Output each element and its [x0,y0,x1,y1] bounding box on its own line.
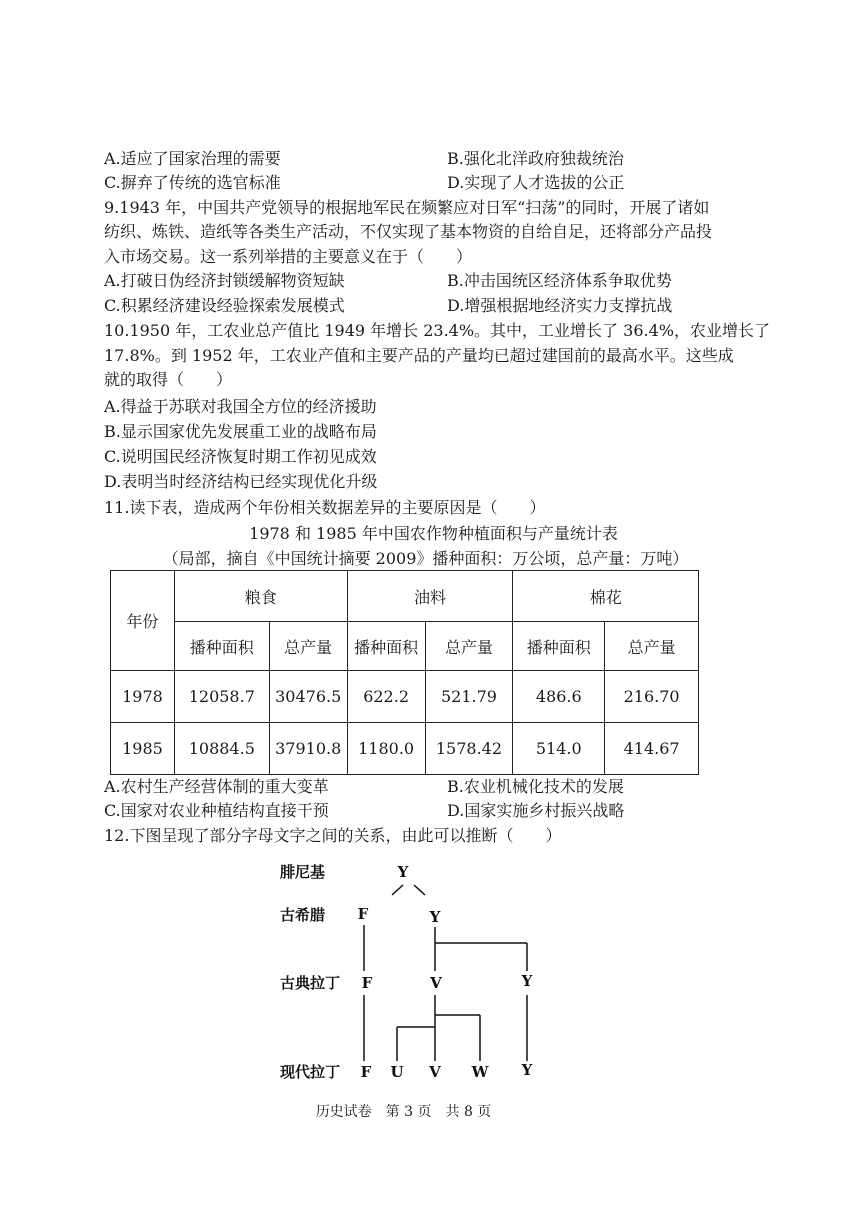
table-cell: 521.79 [425,671,513,723]
table-cell: 37910.8 [269,723,347,775]
row-label-greek: 古希腊 [280,906,326,924]
q9-option-a: A.打破日伪经济封锁缓解物资短缺 [104,271,345,290]
table-cell: 1180.0 [347,723,425,775]
q10-option-a: A.得益于苏联对我国全方位的经济援助 [104,397,377,416]
sub-header: 总产量 [425,622,513,671]
table-cell: 216.70 [605,671,699,723]
row-label-modern-latin: 现代拉丁 [280,1063,341,1081]
sub-header: 总产量 [269,622,347,671]
table-subtitle: （局部，摘自《中国统计摘要 2009》播种面积：万公顷，总产量：万吨） [162,549,689,568]
diagram-connector-lines [361,885,527,1061]
letter-classical-f: F [361,974,373,992]
sub-header: 播种面积 [513,622,605,671]
letter-modern-y: Y [521,1061,533,1079]
year-header: 年份 [111,571,175,671]
letter-modern-f: F [360,1063,372,1081]
q10-stem-line3: 就的取得（ ） [104,370,233,389]
table-row [111,723,699,775]
table-cell: 30476.5 [269,671,347,723]
letter-classical-v: V [430,974,442,992]
group-header-grain: 粮食 [174,571,347,622]
q9-stem-line2: 纺织、炼铁、造纸等各类生产活动，不仅实现了基本物资的自给自足，还将部分产品投 [104,222,713,241]
table-cell: 10884.5 [174,723,269,775]
q8-option-c: C.摒弃了传统的选官标准 [104,173,281,192]
q11-option-d: D.国家实施乡村振兴战略 [447,801,625,820]
table-cell: 622.2 [347,671,425,723]
q11-option-b: B.农业机械化技术的发展 [447,777,624,796]
q9-stem-line1: 9.1943 年，中国共产党领导的根据地军民在频繁应对日军“扫荡”的同时，开展了诸如 [104,198,710,217]
table-cell: 414.67 [605,723,699,775]
sub-header: 播种面积 [174,622,269,671]
row-year: 1985 [111,723,175,775]
letter-modern-w: W [471,1063,489,1081]
table-row [111,671,699,723]
row-label-classical-latin: 古典拉丁 [280,974,341,992]
letter-modern-u: U [390,1063,404,1081]
letter-phoenician-y: Y [397,863,409,881]
table-cell: 1578.42 [425,723,513,775]
row-label-phoenician: 腓尼基 [280,863,326,881]
table-title: 1978 和 1985 年中国农作物种植面积与产量统计表 [249,524,618,543]
q11-stem: 11.读下表，造成两个年份相关数据差异的主要原因是（ ） [104,498,546,517]
q10-stem-line2: 17.8%。到 1952 年，工农业产值和主要产品的产量均已超过建国前的最高水平。这些成 [104,346,734,365]
q8-option-d: D.实现了人才选拔的公正 [447,173,625,192]
table-cell: 486.6 [513,671,605,723]
page-footer: 历史试卷 第 3 页 共 8 页 [315,1104,492,1120]
q12-stem: 12.下图呈现了部分字母文字之间的关系，由此可以推断（ ） [104,826,562,845]
q11-option-a: A.农村生产经营体制的重大变革 [104,777,329,796]
letter-greek-y: Y [429,908,441,926]
table-cell: 514.0 [513,723,605,775]
q9-option-b: B.冲击国统区经济体系争取优势 [447,271,672,290]
q9-stem-line3: 入市场交易。这一系列举措的主要意义在于（ ） [104,247,473,266]
letter-greek-f: F [357,905,369,923]
q8-option-b: B.强化北洋政府独裁统治 [447,149,624,168]
crop-statistics-table [110,570,699,775]
row-year: 1978 [111,671,175,723]
q8-option-a: A.适应了国家治理的需要 [104,149,281,168]
letter-modern-v: V [429,1063,441,1081]
sub-header: 总产量 [605,622,699,671]
sub-header: 播种面积 [347,622,425,671]
q9-option-c: C.积累经济建设经验探索发展模式 [104,296,345,315]
alphabet-evolution-diagram [270,855,570,1085]
group-header-cotton: 棉花 [513,571,699,622]
q11-option-c: C.国家对农业种植结构直接干预 [104,801,329,820]
group-header-oilseed: 油料 [347,571,513,622]
letter-classical-y: Y [521,972,533,990]
q9-option-d: D.增强根据地经济实力支撑抗战 [447,296,673,315]
q10-option-c: C.说明国民经济恢复时期工作初见成效 [104,447,377,466]
q10-stem-line1: 10.1950 年，工农业总产值比 1949 年增长 23.4%。其中，工业增长了 36.4%，农业增长了 [104,321,770,340]
q10-option-d: D.表明当时经济结构已经实现优化升级 [104,472,378,491]
table-cell: 12058.7 [174,671,269,723]
q10-option-b: B.显示国家优先发展重工业的战略布局 [104,422,377,441]
